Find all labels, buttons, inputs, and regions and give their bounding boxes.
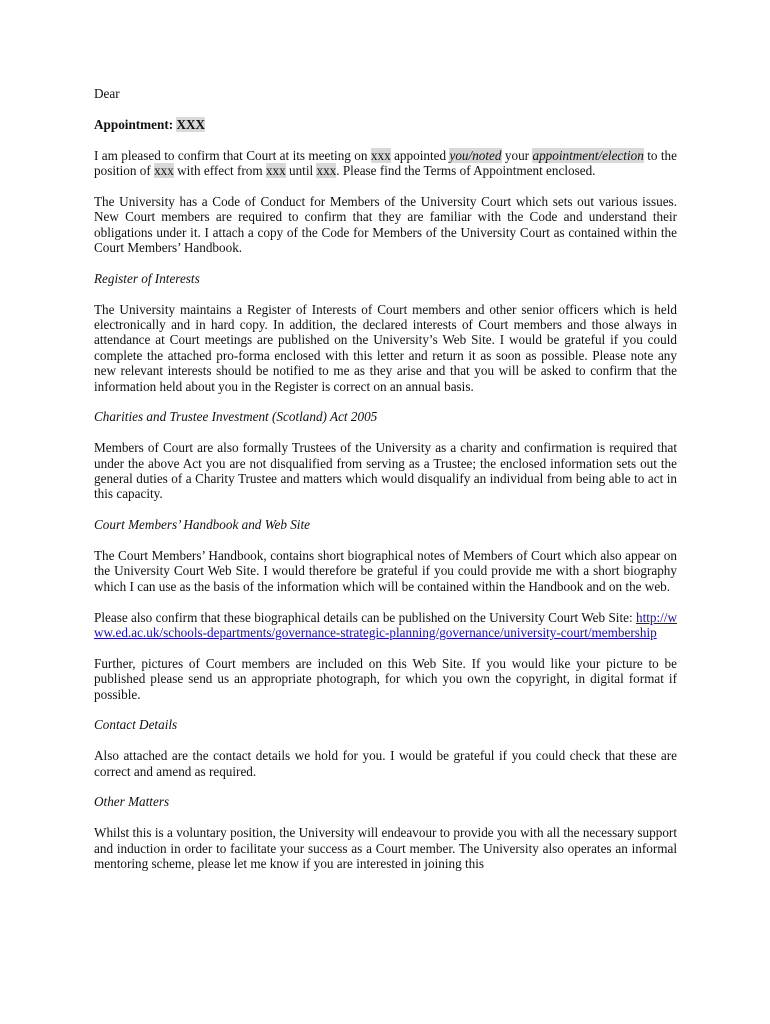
heading-register-of-interests: Register of Interests bbox=[94, 270, 200, 286]
text-run: your bbox=[501, 147, 533, 163]
paragraph-pictures: Further, pictures of Court members are included on this Web Site. If you would like your picture to be published please send us an appropriate photograph, for which you own the copyright, in digital format if possible. bbox=[94, 655, 677, 702]
text-run: with effect from bbox=[173, 163, 266, 178]
salutation: Dear bbox=[94, 86, 120, 101]
placeholder-appointment-election: appointment/election bbox=[532, 147, 644, 163]
paragraph-confirmation bbox=[94, 148, 677, 179]
paragraph-register: The University maintains a Register of Interests of Court members and other senior officers which is held electronically and in hard copy. In addition, the declared interests of Court members and those always in attendance at Court meetings are published on the University’s Web Site. I would be grateful if you could complete the attached pro-forma enclosed with this letter and return it as soon as possible. Please note any new relevant interests should be notified to me as they arise and that you will be asked to confirm that the information held about you in the Register is correct on an annual basis. bbox=[94, 301, 677, 394]
membership-link[interactable]: http://www.ed.ac.uk/schools-departments/governance-strategic-planning/governance/university-court/membership bbox=[94, 609, 677, 641]
web-site-text: Please also confirm that these biographical details can be published on the University Court Web Site: bbox=[94, 609, 636, 625]
heading-handbook: Court Members’ Handbook and Web Site bbox=[94, 517, 310, 533]
text-run: I am pleased to confirm that Court at its meeting on bbox=[94, 147, 371, 163]
paragraph-code-of-conduct: The University has a Code of Conduct for Members of the University Court which sets out various issues. New Court members are required to confirm that they are familiar with the Code and understand their obligations under it. I attach a copy of the Code for Members of the University Court as contained within the Court Members’ Handbook. bbox=[94, 193, 677, 256]
subject-placeholder: XXX bbox=[176, 116, 206, 132]
placeholder-position: xxx bbox=[154, 163, 174, 178]
heading-contact-details: Contact Details bbox=[94, 717, 178, 733]
heading-charities-act: Charities and Trustee Investment (Scotland) Act 2005 bbox=[94, 409, 378, 425]
text-run: appointed bbox=[390, 147, 450, 163]
text-run: until bbox=[285, 163, 317, 178]
text-run: . Please find the Terms of Appointment enclosed. bbox=[336, 163, 596, 178]
placeholder-end-date: xxx bbox=[316, 163, 337, 178]
paragraph-trustees: Members of Court are also formally Trustees of the University as a charity and confirmation is required that under the above Act you are not disqualified from serving as a Trustee; the enclosed information sets out the general duties of a Charity Trustee and matters which would disqualify an individual from being able to act in this capacity. bbox=[94, 440, 677, 502]
subject-label: Appointment: bbox=[94, 116, 174, 132]
paragraph-web-site bbox=[94, 610, 677, 641]
paragraph-other-matters: Whilst this is a voluntary position, the University will endeavour to provide you with all the necessary support and induction in order to facilitate your success as a Court member. The University also operates an informal mentoring scheme, please let me know if you are interested in joining this bbox=[94, 825, 677, 872]
text-run: to the position of bbox=[94, 147, 677, 178]
paragraph-handbook: The Court Members’ Handbook, contains short biographical notes of Members of Court which also appear on the University Court Web Site. I would therefore be grateful if you could provide me with a short biography which I can use as the basis of the information which will be contained within the Handbook and on the web. bbox=[94, 548, 677, 594]
placeholder-appointed-noted: you/noted bbox=[449, 147, 502, 163]
paragraph-contact: Also attached are the contact details we hold for you. I would be grateful if you could check that these are correct and amend as required. bbox=[94, 748, 677, 779]
placeholder-meeting-date: xxx bbox=[370, 147, 391, 163]
letter-body bbox=[94, 86, 677, 871]
subject-line bbox=[94, 117, 677, 132]
placeholder-start-date: xxx bbox=[265, 163, 286, 178]
heading-other-matters: Other Matters bbox=[94, 794, 170, 810]
